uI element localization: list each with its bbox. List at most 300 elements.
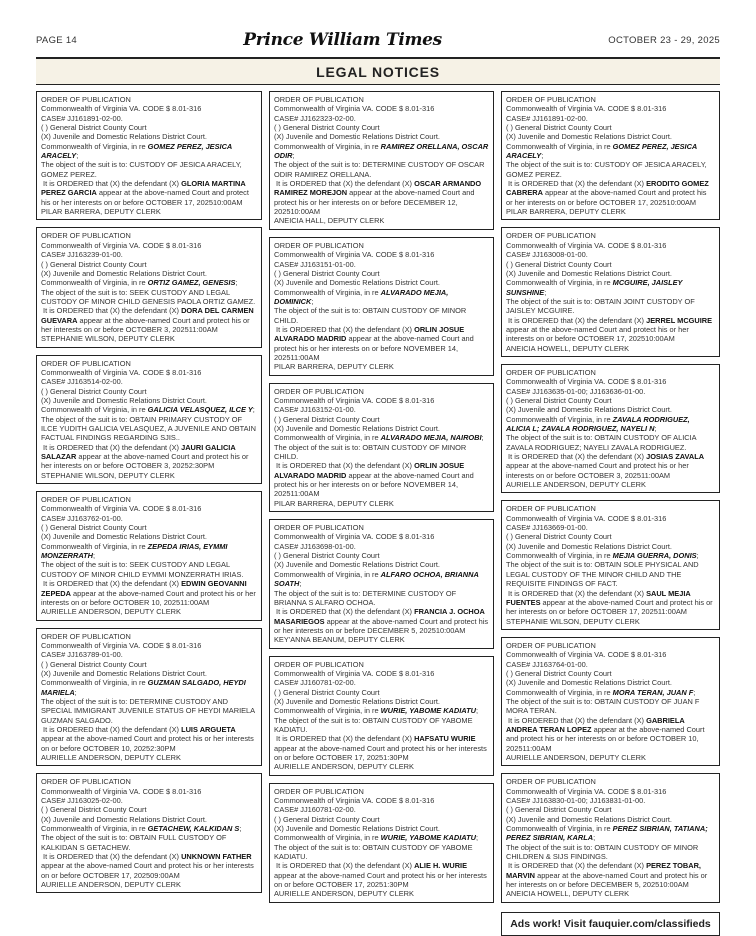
notice-title: ORDER OF PUBLICATION [274, 523, 364, 533]
classifieds-ad[interactable]: Ads work! Visit fauquier.com/classifieds [501, 912, 720, 936]
legal-notice [501, 773, 720, 902]
deputy-clerk: AURIELLE ANDERSON, DEPUTY CLERK [506, 480, 646, 490]
suit-object: CUSTODY OF JESICA ARACELY, GOMEZ PEREZ. [506, 160, 707, 179]
jdr-line: (X) Juvenile and Domestic Relations District Court. [506, 814, 672, 824]
notice-code: Commonwealth of Virginia VA. CODE $ 8.01-316 [41, 786, 202, 796]
in-re-label: Commonwealth of Virginia, in re [274, 287, 381, 297]
in-re-line: Commonwealth of Virginia, in re GETACHEW, KALKIDAN S; [41, 824, 242, 834]
in-re-label: Commonwealth of Virginia, in re [41, 824, 148, 834]
legal-notice [501, 91, 720, 220]
suit-object: OBTAIN CUSTODY OF MINOR CHILD. [274, 306, 467, 325]
order-label: It is ORDERED that (X) the defendant (X) [274, 324, 415, 334]
in-re-line: Commonwealth of Virginia, in re MEJIA GUERRA, DONIS; [506, 551, 699, 561]
case-number: CASE# JJ163830-01-00; JJ163831-01-00. [506, 796, 646, 806]
general-district-line: ( ) General District County Court [274, 123, 380, 133]
legal-notice [269, 783, 494, 903]
general-district-line: ( ) General District County Court [274, 814, 380, 824]
appear-text: appear at the above-named Court and protect his or her interests on or before [41, 588, 256, 607]
hearing-date: OCTOBER 10, 20252:30PM [82, 743, 176, 753]
defendant-name: ORLIN JOSUE ALVARADO MADRID [274, 461, 465, 480]
case-number: CASE# JJ163025-02-00. [41, 796, 123, 806]
suit-object: DETERMINE CUSTODY AND SPECIAL IMMIGRANT JUVENILE STATUS OF HEYDI MARIELA GUZMAN SALGADO. [41, 696, 255, 725]
jdr-line: (X) Juvenile and Domestic Relations District Court. [274, 278, 440, 288]
defendant-name: GABRIELA ANDREA TERAN LOPEZ [506, 715, 685, 734]
deputy-clerk: ANEICIA HALL, DEPUTY CLERK [274, 216, 385, 226]
appear-text: appear at the above-named Court and protect his or her interests on or before [506, 724, 705, 744]
legal-notice [501, 364, 720, 493]
object-line [506, 297, 715, 316]
general-district-line: ( ) General District County Court [41, 386, 147, 396]
order-label: It is ORDERED that (X) the defendant (X) [41, 442, 182, 452]
in-re-line: Commonwealth of Virginia, in re GUZMAN SALGADO, HEYDI MARIELA; [41, 678, 246, 697]
notice-code: Commonwealth of Virginia VA. CODE $ 8.01-316 [41, 104, 202, 114]
party-name: WURIE, YABOME KADIATU [380, 833, 476, 843]
general-district-line: ( ) General District County Court [274, 551, 380, 561]
object-line [274, 843, 489, 862]
order-label: It is ORDERED that (X) the defendant (X) [274, 861, 415, 871]
notice-code: Commonwealth of Virginia VA. CODE $ 8.01-316 [506, 377, 667, 387]
appear-text: appear at the above-named Court and protect his or her interests on or before [41, 861, 254, 880]
notice-title: ORDER OF PUBLICATION [506, 95, 596, 104]
defendant-name: SAUL MEJIA FUENTES [506, 588, 691, 607]
order-line [506, 452, 715, 480]
order-label: It is ORDERED that (X) the defendant (X) [41, 179, 182, 189]
in-re-label: Commonwealth of Virginia, in re [506, 414, 613, 424]
object-line [41, 833, 257, 852]
party-name: ZAVALA RODRIGUEZ, ALICIA L; ZAVALA RODRIGUEZ, NAYELI N [506, 414, 690, 433]
jdr-line: (X) Juvenile and Domestic Relations District Court. [506, 678, 672, 688]
hearing-date: OCTOBER 10, 202511:00AM [506, 734, 699, 753]
notice-title: ORDER OF PUBLICATION [506, 640, 596, 650]
issue-date: OCTOBER 23 - 29, 2025 [608, 34, 720, 46]
hearing-date: OCTOBER 10, 202511:00AM [112, 597, 210, 607]
order-line [41, 852, 257, 880]
hearing-date: OCTOBER 17, 202509:00AM [82, 870, 180, 880]
notice-title: ORDER OF PUBLICATION [506, 777, 596, 787]
order-label: It is ORDERED that (X) the defendant (X) [506, 861, 647, 871]
case-number: CASE# JJ163514-02-00. [41, 377, 123, 387]
object-label: The object of the suit is to: [506, 160, 595, 170]
suit-object: SEEK CUSTODY AND LEGAL CUSTODY OF MINOR CHILD GENESIS PAOLA ORTIZ GAMEZ. [41, 287, 256, 306]
notice-code: Commonwealth of Virginia VA. CODE $ 8.01-316 [506, 240, 667, 250]
hearing-date: OCTOBER 17, 202510:00AM [145, 197, 243, 207]
order-line [274, 179, 489, 216]
order-line [506, 589, 715, 617]
appear-text: appear at the above-named Court and protect his or her interests on or before [41, 315, 250, 334]
suit-object: SEEK CUSTODY AND LEGAL CUSTODY OF MINOR CHILD EYMMI MONZERRATH IRIAS. [41, 560, 244, 579]
case-number: CASE# JJ161891-02-00. [41, 113, 123, 123]
jdr-line: (X) Juvenile and Domestic Relations District Court. [274, 132, 440, 142]
legal-notice [36, 491, 262, 620]
notice-title: ORDER OF PUBLICATION [274, 240, 364, 250]
in-re-label: Commonwealth of Virginia, in re [506, 824, 613, 834]
object-label: The object of the suit is to: [506, 560, 595, 570]
deputy-clerk: STEPHANIE WILSON, DEPUTY CLERK [41, 470, 175, 480]
deputy-clerk: STEPHANIE WILSON, DEPUTY CLERK [506, 616, 640, 626]
suit-object: OBTAIN CUSTODY OF JUAN F MORA TERAN. [506, 696, 700, 716]
section-banner [36, 59, 720, 85]
page-number: PAGE 14 [36, 34, 77, 46]
object-line [274, 716, 489, 735]
order-line [274, 861, 489, 889]
general-district-line: ( ) General District County Court [274, 414, 380, 424]
defendant-name: ORLIN JOSUE ALVARADO MADRID [274, 324, 465, 344]
jdr-line: (X) Juvenile and Domestic Relations District Court. [274, 424, 440, 433]
appear-text: appear at the above-named Court and protect his or her interests on or before [506, 188, 707, 207]
general-district-line: ( ) General District County Court [41, 123, 147, 133]
case-number: CASE# JJ163635-01-00; JJ163636-01-00. [506, 386, 646, 396]
case-number: CASE# JJ163239-01-00. [41, 250, 123, 260]
case-number: CASE# JJ160781-02-00. [274, 678, 356, 688]
party-name: GOMEZ PEREZ, JESICA ARACELY [506, 141, 697, 161]
general-district-line: ( ) General District County Court [41, 259, 147, 269]
party-name: ALVARADO MEJIA, DOMINICK [274, 287, 449, 306]
column-3 [501, 91, 720, 936]
in-re-label: Commonwealth of Virginia, in re [506, 687, 613, 697]
case-number: CASE# JJ163152-01-00. [274, 405, 356, 415]
party-name: GOMEZ PEREZ, JESICA ARACELY [41, 141, 232, 161]
hearing-date: OCTOBER 17, 20251:30PM [315, 753, 409, 762]
party-name: WURIE, YABOME KADIATU [380, 706, 476, 716]
case-number: CASE# JJ163669-01-00. [506, 523, 588, 533]
order-label: It is ORDERED that (X) the defendant (X) [506, 588, 647, 598]
party-name: ALFARO OCHOA, BRIANNA SOATH [274, 569, 479, 589]
hearing-date: OCTOBER 3, 20252:30PM [125, 461, 215, 471]
party-name: GALICIA VELASQUEZ, ILCE Y [147, 405, 253, 415]
object-line [506, 560, 715, 588]
defendant-name: JAURI GALICIA SALAZAR [41, 442, 236, 462]
notice-title: ORDER OF PUBLICATION [41, 231, 131, 241]
notice-title: ORDER OF PUBLICATION [41, 358, 131, 368]
jdr-line: (X) Juvenile and Domestic Relations District Court. [506, 405, 672, 415]
general-district-line: ( ) General District County Court [506, 805, 612, 815]
notice-title: ORDER OF PUBLICATION [41, 777, 131, 787]
appear-text: appear at the above-named Court and protect his or her interests on or before [41, 188, 249, 207]
notice-title: ORDER OF PUBLICATION [41, 495, 131, 505]
deputy-clerk: PILAR BARRERA, DEPUTY CLERK [506, 207, 626, 217]
case-number: CASE# JJ163151-01-00. [274, 259, 356, 269]
object-label: The object of the suit is to: [41, 833, 130, 843]
in-re-label: Commonwealth of Virginia, in re [274, 706, 381, 716]
party-name: MCGUIRE, JAISLEY SUNSHINE [506, 278, 683, 297]
order-line [506, 861, 715, 889]
object-line [274, 443, 489, 462]
appear-text: appear at the above-named Court and protect his or her interests on or before [274, 870, 487, 890]
deputy-clerk: KEY'ANNA BEANUM, DEPUTY CLERK [274, 635, 405, 645]
jdr-line: (X) Juvenile and Domestic Relations District Court. [506, 268, 672, 278]
object-line [506, 433, 715, 452]
notice-code: Commonwealth of Virginia VA. CODE $ 8.01-316 [506, 104, 667, 114]
order-line [41, 443, 257, 471]
object-line [41, 697, 257, 725]
case-number: CASE# JJ163762-01-00. [41, 513, 123, 523]
object-line [274, 306, 489, 325]
legal-notice [501, 637, 720, 766]
object-label: The object of the suit is to: [274, 588, 363, 598]
in-re-label: Commonwealth of Virginia, in re [41, 405, 148, 415]
suit-object: OBTAIN PRIMARY CUSTODY OF ILCE YUDITH GALICIA VELASQUEZ, A JUVENILE AND OBTAIN FACTUAL FINDINGS REGARDING SJIS.. [41, 414, 256, 443]
in-re-label: Commonwealth of Virginia, in re [274, 569, 381, 579]
legal-notice [269, 91, 494, 230]
party-name: ZEPEDA IRIAS, EYMMI MONZERRATH [41, 541, 228, 561]
in-re-label: Commonwealth of Virginia, in re [506, 551, 613, 561]
object-label: The object of the suit is to: [274, 715, 363, 725]
case-number: CASE# JJ163698-01-00. [274, 541, 356, 551]
defendant-name: JERREL MCGUIRE [646, 315, 713, 325]
jdr-line: (X) Juvenile and Domestic Relations District Court. [274, 560, 440, 570]
deputy-clerk: AURIELLE ANDERSON, DEPUTY CLERK [274, 762, 414, 772]
notice-title: ORDER OF PUBLICATION [274, 386, 364, 396]
object-label: The object of the suit is to: [506, 696, 595, 706]
object-label: The object of the suit is to: [274, 842, 363, 852]
defendant-name: HAFSATU WURIE [414, 734, 476, 744]
object-line [41, 160, 257, 179]
order-line [506, 179, 715, 207]
party-name: ORTIZ GAMEZ, GENESIS [147, 278, 236, 288]
in-re-line: Commonwealth of Virginia, in re MORA TERAN, JUAN F; [506, 687, 696, 697]
order-label: It is ORDERED that (X) the defendant (X) [41, 724, 182, 734]
jdr-line: (X) Juvenile and Domestic Relations District Court. [41, 814, 207, 824]
appear-text: appear at the above-named Court and protect his or her interests on or before [274, 470, 474, 490]
hearing-date: OCTOBER 17, 202510:00AM [577, 334, 675, 344]
appear-text: appear at the above-named Court and protect his or her interests on or before [506, 870, 708, 890]
legal-notice [269, 656, 494, 776]
general-district-line: ( ) General District County Court [41, 805, 147, 815]
deputy-clerk: ANEICIA HOWELL, DEPUTY CLERK [506, 343, 630, 353]
appear-text: appear at the above-named Court and protect his or her interests on or before [506, 324, 689, 344]
deputy-clerk: AURIELLE ANDERSON, DEPUTY CLERK [41, 880, 181, 890]
in-re-line: Commonwealth of Virginia, in re MCGUIRE, JAISLEY SUNSHINE; [506, 278, 683, 297]
in-re-label: Commonwealth of Virginia, in re [41, 678, 148, 688]
general-district-line: ( ) General District County Court [506, 123, 612, 133]
object-label: The object of the suit is to: [41, 414, 130, 424]
in-re-line: Commonwealth of Virginia, in re PEREZ SIBRIAN, TATIANA; PEREZ SIBRIAN, KARLA; [506, 824, 708, 843]
legal-notice [269, 237, 494, 376]
object-label: The object of the suit is to: [41, 287, 130, 297]
legal-notice [36, 773, 262, 893]
legal-notice [36, 628, 262, 767]
deputy-clerk: PILAR BARRERA, DEPUTY CLERK [274, 498, 394, 508]
general-district-line: ( ) General District County Court [506, 532, 612, 542]
object-label: The object of the suit is to: [506, 433, 595, 443]
jdr-line: (X) Juvenile and Domestic Relations District Court. [274, 696, 440, 706]
order-line [274, 325, 489, 362]
notice-code: Commonwealth of Virginia VA. CODE $ 8.01-316 [274, 668, 435, 678]
order-line [506, 316, 715, 344]
jdr-line: (X) Juvenile and Domestic Relations District Court. [506, 132, 672, 142]
notice-code: Commonwealth of Virginia VA. CODE $ 8.01-316 [506, 650, 667, 660]
hearing-date: NOVEMBER 14, 202511:00AM [274, 343, 459, 362]
legal-notice [269, 519, 494, 648]
object-line [506, 697, 715, 716]
order-line [506, 716, 715, 753]
hearing-date: NOVEMBER 14, 202511:00AM [274, 480, 459, 499]
notice-code: Commonwealth of Virginia VA. CODE $ 8.01-316 [274, 796, 435, 806]
hearing-date: DECEMBER 5, 202510:00AM [590, 880, 689, 890]
section-title: LEGAL NOTICES [316, 63, 440, 80]
suit-object: OBTAIN CUSTODY OF YABOME KADIATU. [274, 842, 473, 862]
suit-object: OBTAIN CUSTODY OF MINOR CHILD. [274, 442, 467, 462]
appear-text: appear at the above-named Court and protect his or her interests on or before [506, 461, 689, 480]
in-re-line: Commonwealth of Virginia, in re ORTIZ GAMEZ, GENESIS; [41, 278, 238, 288]
in-re-line: Commonwealth of Virginia, in re GALICIA VELASQUEZ, ILCE Y; [41, 405, 255, 415]
object-line [506, 160, 715, 179]
appear-text: appear at the above-named Court and protect his or her interests on or before [274, 616, 489, 635]
in-re-label: Commonwealth of Virginia, in re [506, 141, 613, 151]
case-number: CASE# JJ163789-01-00. [41, 650, 123, 660]
defendant-name: GLORIA MARTINA PEREZ GARCIA [41, 179, 246, 198]
general-district-line: ( ) General District County Court [506, 395, 612, 405]
defendant-name: DORA DEL CARMEN GUEVARA [41, 306, 254, 325]
object-label: The object of the suit is to: [506, 842, 595, 852]
legal-notice [36, 91, 262, 220]
notice-code: Commonwealth of Virginia VA. CODE $ 8.01-316 [274, 104, 435, 114]
notice-title: ORDER OF PUBLICATION [506, 231, 596, 241]
jdr-line: (X) Juvenile and Domestic Relations District Court. [41, 132, 207, 142]
notice-code: Commonwealth of Virginia VA. CODE $ 8.01-316 [506, 786, 667, 796]
notice-title: ORDER OF PUBLICATION [41, 95, 131, 104]
object-label: The object of the suit is to: [41, 160, 130, 170]
notice-title: ORDER OF PUBLICATION [274, 659, 364, 669]
in-re-line: Commonwealth of Virginia, in re ZAVALA RODRIGUEZ, ALICIA L; ZAVALA RODRIGUEZ, NAYELI N; [506, 414, 690, 433]
in-re-label: Commonwealth of Virginia, in re [41, 278, 148, 288]
jdr-line: (X) Juvenile and Domestic Relations District Court. [506, 541, 672, 551]
object-label: The object of the suit is to: [41, 696, 130, 706]
party-name: ALVARADO MEJIA, NAIROBI [380, 433, 482, 443]
case-number: CASE# JJ163764-01-00. [506, 659, 588, 669]
in-re-line: Commonwealth of Virginia, in re WURIE, YABOME KADIATU; [274, 706, 478, 716]
defendant-name: LUIS ARGUETA [181, 724, 236, 734]
notice-title: ORDER OF PUBLICATION [41, 631, 131, 641]
jdr-line: (X) Juvenile and Domestic Relations District Court. [41, 395, 207, 405]
notice-code: Commonwealth of Virginia VA. CODE $ 8.01-316 [274, 532, 435, 542]
order-label: It is ORDERED that (X) the defendant (X) [274, 461, 415, 471]
deputy-clerk: AURIELLE ANDERSON, DEPUTY CLERK [41, 607, 181, 617]
deputy-clerk: AURIELLE ANDERSON, DEPUTY CLERK [41, 753, 181, 762]
in-re-label: Commonwealth of Virginia, in re [41, 541, 148, 551]
order-line [274, 607, 489, 635]
order-label: It is ORDERED that (X) the defendant (X) [274, 734, 415, 744]
suit-object: CUSTODY OF JESICA ARACELY, GOMEZ PEREZ. [41, 160, 242, 179]
notice-title: ORDER OF PUBLICATION [506, 367, 596, 377]
party-name: MEJIA GUERRA, DONIS [612, 551, 697, 561]
hearing-date: OCTOBER 17, 202510:00AM [599, 197, 697, 207]
object-label: The object of the suit is to: [274, 306, 363, 316]
appear-text: appear at the above-named Court and protect his or her interests on or before [274, 743, 487, 762]
in-re-label: Commonwealth of Virginia, in re [506, 278, 613, 288]
case-number: CASE# JJ160781-02-00. [274, 805, 356, 815]
party-name: PEREZ SIBRIAN, TATIANA; PEREZ SIBRIAN, KARLA [506, 824, 708, 843]
order-label: It is ORDERED that (X) the defendant (X) [41, 306, 182, 316]
order-label: It is ORDERED that (X) the defendant (X) [506, 315, 647, 325]
masthead-logo: Prince William Times [243, 30, 442, 50]
defendant-name: EDWIN GEOVANNI ZEPEDA [41, 579, 247, 598]
hearing-date: OCTOBER 3, 202511:00AM [577, 470, 671, 480]
defendant-name: FRANCIA J. OCHOA MASARIEGOS [274, 607, 485, 626]
suit-object: OBTAIN JOINT CUSTODY OF JAISLEY MCGUIRE. [506, 296, 695, 316]
hearing-date: OCTOBER 17, 20251:30PM [315, 880, 409, 890]
in-re-label: Commonwealth of Virginia, in re [41, 141, 148, 151]
party-name: GUZMAN SALGADO, HEYDI MARIELA [41, 678, 246, 697]
defendant-name: ERODITO GOMEZ CABRERA [506, 179, 709, 198]
hearing-date: DECEMBER 5, 202510:00AM [367, 625, 466, 635]
appear-text: appear at the above-named Court and protect his or her interests on or before [41, 452, 249, 471]
deputy-clerk: AURIELLE ANDERSON, DEPUTY CLERK [506, 753, 646, 762]
suit-object: OBTAIN SOLE PHYSICAL AND LEGAL CUSTODY OF THE MINOR CHILD AND THE REQUISITE FINDINGS OF FACT. [506, 560, 699, 589]
suit-object: OBTAIN CUSTODY OF ALICIA ZAVALA RODRIGUEZ; NAYELI ZAVALA RODRIGUEZ. [506, 433, 697, 452]
in-re-line: Commonwealth of Virginia, in re ALFARO OCHOA, BRIANNA SOATH; [274, 569, 479, 589]
general-district-line: ( ) General District County Court [506, 668, 612, 678]
legal-notice [269, 383, 494, 512]
order-label: It is ORDERED that (X) the defendant (X) [41, 579, 182, 589]
object-label: The object of the suit is to: [274, 442, 363, 452]
suit-object: DETERMINE CUSTODY OF OSCAR ODIR RAMIREZ ORELLANA. [274, 160, 485, 179]
object-line [274, 589, 489, 608]
general-district-line: ( ) General District County Court [274, 687, 380, 697]
defendant-name: OSCAR ARMANDO RAMIREZ MOREJON [274, 179, 482, 198]
notices-grid [36, 91, 720, 936]
appear-text: appear at the above-named Court and protect his or her interests on or before [274, 188, 475, 207]
deputy-clerk: AURIELLE ANDERSON, DEPUTY CLERK [274, 889, 414, 899]
appear-text: appear at the above-named Court and protect his or her interests on or before [506, 597, 713, 617]
case-number: CASE# JJ161891-02-00. [506, 113, 588, 123]
suit-object: OBTAIN CUSTODY OF YABOME KADIATU. [274, 715, 473, 734]
jdr-line: (X) Juvenile and Domestic Relations District Court. [41, 668, 207, 678]
party-name: RAMIREZ ORELLANA, OSCAR ODIR [274, 141, 489, 161]
appear-text: appear at the above-named Court and protect his or her interests on or before [274, 334, 474, 353]
legal-notice [36, 227, 262, 347]
jdr-line: (X) Juvenile and Domestic Relations District Court. [41, 532, 207, 542]
appear-text: appear at the above-named Court and protect his or her interests on or before [41, 734, 254, 753]
order-line [41, 725, 257, 753]
order-label: It is ORDERED that (X) the defendant (X) [506, 715, 647, 725]
order-line [274, 734, 489, 762]
notice-title: ORDER OF PUBLICATION [274, 786, 364, 796]
page-header [36, 30, 720, 50]
case-number: CASE# JJ162323-02-00. [274, 113, 356, 123]
suit-object: OBTAIN FULL CUSTODY OF KALKIDAN S GETACHEW. [41, 833, 227, 852]
hearing-date: DECEMBER 12, 202510:00AM [274, 197, 458, 217]
order-label: It is ORDERED that (X) the defendant (X) [41, 852, 182, 862]
in-re-line: Commonwealth of Virginia, in re ALVARADO MEJIA, DOMINICK; [274, 287, 449, 306]
order-label: It is ORDERED that (X) the defendant (X) [274, 179, 415, 189]
notice-title: ORDER OF PUBLICATION [506, 504, 596, 514]
defendant-name: ALIE H. WURIE [414, 861, 468, 871]
order-line [41, 579, 257, 607]
object-line [41, 560, 257, 579]
column-2 [269, 91, 494, 936]
case-number: CASE# JJ163008-01-00. [506, 250, 588, 260]
column-1 [36, 91, 262, 936]
deputy-clerk: STEPHANIE WILSON, DEPUTY CLERK [41, 334, 175, 344]
notice-code: Commonwealth of Virginia VA. CODE $ 8.01-316 [41, 640, 202, 650]
party-name: GETACHEW, KALKIDAN S [147, 824, 240, 834]
object-label: The object of the suit is to: [274, 160, 363, 170]
in-re-label: Commonwealth of Virginia, in re [274, 433, 381, 443]
in-re-line: Commonwealth of Virginia, in re RAMIREZ ORELLANA, OSCAR ODIR; [274, 141, 489, 161]
hearing-date: OCTOBER 3, 202511:00AM [125, 324, 218, 334]
order-line [274, 461, 489, 498]
in-re-line: Commonwealth of Virginia, in re GOMEZ PEREZ, JESICA ARACELY; [506, 141, 697, 161]
notice-code: Commonwealth of Virginia VA. CODE $ 8.01-316 [274, 395, 435, 405]
general-district-line: ( ) General District County Court [274, 268, 380, 278]
object-label: The object of the suit is to: [41, 560, 130, 570]
in-re-label: Commonwealth of Virginia, in re [274, 141, 381, 151]
deputy-clerk: ANEICIA HOWELL, DEPUTY CLERK [506, 889, 630, 899]
in-re-label: Commonwealth of Virginia, in re [274, 833, 381, 843]
deputy-clerk: PILAR BARRERA, DEPUTY CLERK [274, 362, 394, 372]
legal-notice [36, 355, 262, 484]
